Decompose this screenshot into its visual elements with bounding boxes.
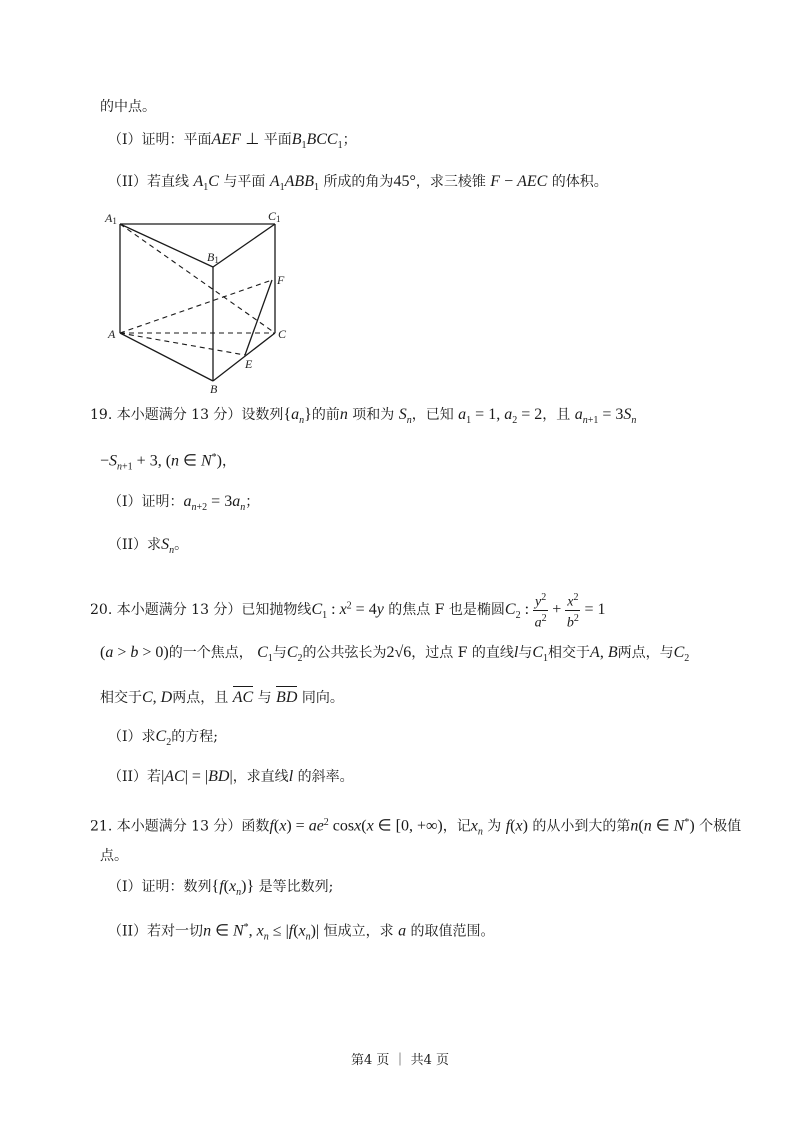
label-B: B: [210, 382, 218, 395]
p20-part-i: （I）求$C_2$的方程;: [108, 728, 218, 748]
p19-statement-cont: $-S_{n+1} + 3$, (n ∈ N*)，: [100, 452, 236, 473]
p21-part-i: （I）证明：数列$\{f(x_n)\}$ 是等比数列;: [108, 878, 334, 898]
label-B1: B1: [207, 250, 219, 265]
p20-part-ii: （II）若|AC| = |BD|，求直线l 的斜率。: [108, 768, 354, 785]
p20-statement: 20. 本小题满分 13 分）已知抛物线$C_1$ : $x^2 = 4y$ 的焦点 F 也是椭圆$C_2$ : $\frac{y^2}{a^2}$ + $\frac{x^2}{b^2}$ = 1: [90, 592, 606, 631]
p21-part-ii: （II）若对一切n ∈ N*, $x_n \le |f(x_n)|$ 恒成立，求 a 的取值范围。: [108, 922, 495, 943]
label-C1: C1: [268, 209, 281, 224]
label-E: E: [245, 357, 253, 371]
p20-statement-cont: (a > b > 0)的一个焦点， $C_1$与$C_2$的公共弦长为2√6，过点 F 的直线l与$C_1$相交于A, B两点，与$C_2$: [100, 644, 690, 664]
p18-continuation: 的中点。: [100, 99, 156, 115]
prism-figure: [100, 205, 300, 395]
p18-part-i: （I）证明：平面AEF ⊥ 平面$B_1BCC_1$；: [108, 131, 357, 151]
p21-statement-cont: 点。: [100, 848, 128, 864]
label-A1: A1: [105, 211, 117, 226]
p20-statement-cont2: 相交于C, D两点，且 AC 与 BD 同向。: [100, 686, 344, 708]
page-footer: 第4 页 ｜ 共4 页: [350, 1053, 450, 1068]
p21-statement: 21. 本小题满分 13 分）函数$f(x) = ae^2$ cosx(x ∈ [0, +∞)，记$x_n$ 为 f(x) 的从小到大的第n(n ∈ N*) 个极值: [90, 817, 742, 838]
p19-statement: 19. 本小题满分 13 分）设数列$\{a_n\}$的前n 项和为 $S_n$，已知 $a_1 = 1$, $a_2 = 2$，且 $a_{n+1} = 3S_n$: [90, 406, 637, 426]
p18-part-ii: （II）若直线 $A_1C$ 与平面 $A_1ABB_1$ 所成的角为45°，求三棱锥 F − AEC 的体积。: [108, 173, 608, 193]
p19-part-ii: （II）求$S_n$。: [108, 536, 189, 556]
label-A: A: [108, 327, 116, 341]
p19-part-i: （I）证明：$a_{n+2} = 3a_n$；: [108, 493, 260, 513]
label-C: C: [278, 327, 287, 341]
label-F: F: [277, 273, 285, 287]
